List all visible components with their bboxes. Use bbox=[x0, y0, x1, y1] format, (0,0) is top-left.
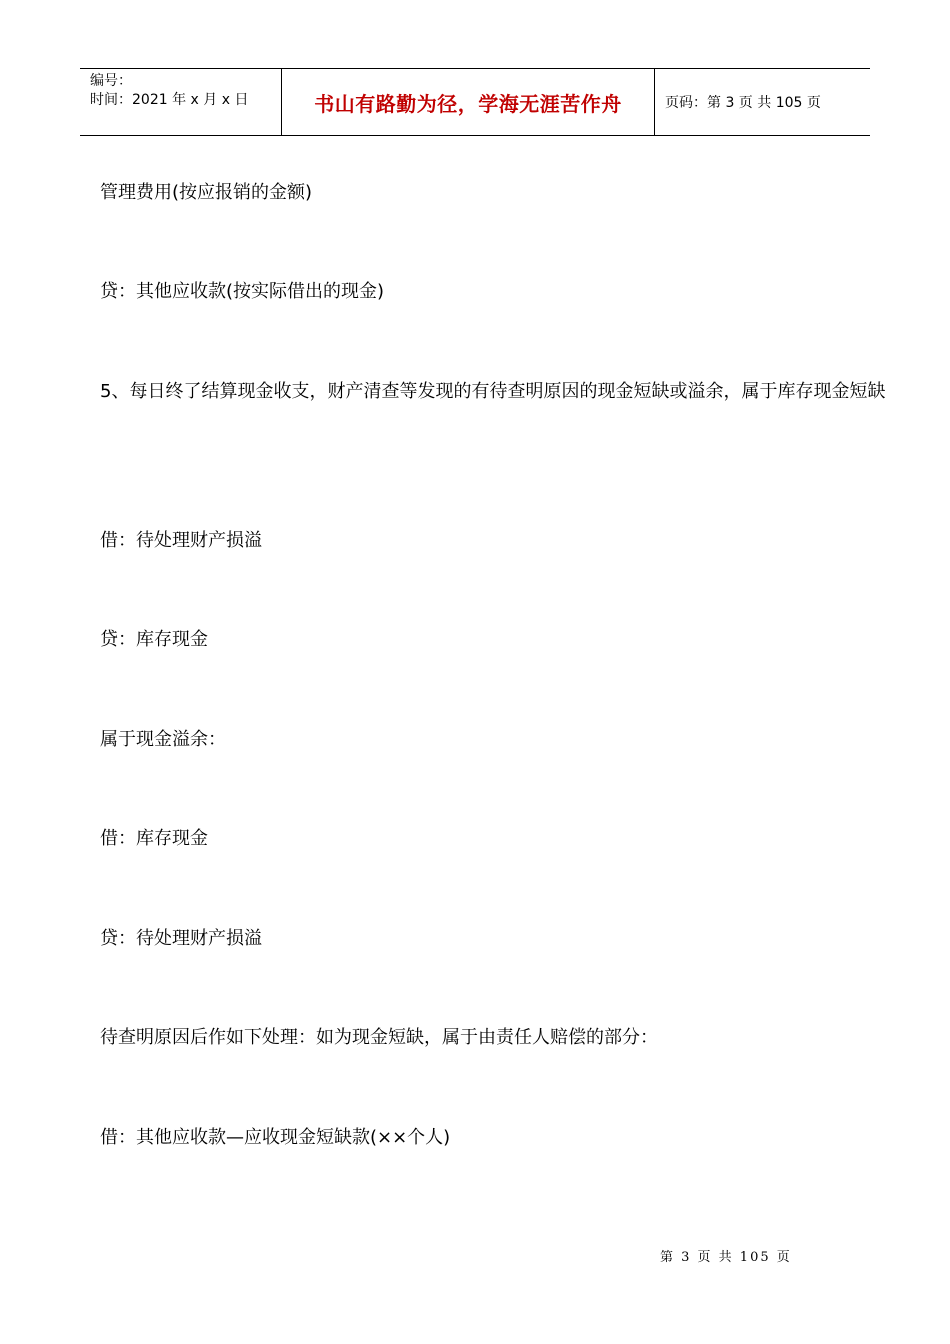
paragraph-2: 贷：其他应收款(按实际借出的现金) bbox=[100, 281, 385, 302]
paragraph-10: 借：其他应收款—应收现金短缺款(××个人) bbox=[100, 1127, 451, 1148]
header-motto-cell bbox=[282, 69, 655, 135]
paragraph-6: 属于现金溢余： bbox=[100, 729, 226, 750]
paragraph-7: 借：库存现金 bbox=[100, 828, 208, 849]
document-time-label: 时间：2021 年 x 月 x 日 bbox=[90, 92, 249, 108]
header-meta bbox=[80, 69, 282, 135]
header-page-info-cell bbox=[655, 69, 870, 135]
header-motto: 书山有路勤为径，学海无涯苦作舟 bbox=[314, 91, 622, 116]
page-footer: 第 3 页 共 105 页 bbox=[660, 1250, 792, 1265]
paragraph-5: 贷：库存现金 bbox=[100, 629, 208, 650]
document-number-label: 编号： bbox=[90, 73, 132, 89]
paragraph-3: 5、每日终了结算现金收支，财产清查等发现的有待查明原因的现金短缺或溢余，属于库存现金短缺 bbox=[100, 381, 886, 402]
paragraph-9: 待查明原因后作如下处理：如为现金短缺，属于由责任人赔偿的部分： bbox=[100, 1027, 658, 1048]
page-header bbox=[80, 68, 870, 136]
paragraph-1: 管理费用(按应报销的金额) bbox=[100, 182, 313, 203]
paragraph-8: 贷：待处理财产损溢 bbox=[100, 928, 262, 949]
paragraph-4: 借：待处理财产损溢 bbox=[100, 530, 262, 551]
header-page-info: 页码：第 3 页 共 105 页 bbox=[665, 95, 821, 111]
